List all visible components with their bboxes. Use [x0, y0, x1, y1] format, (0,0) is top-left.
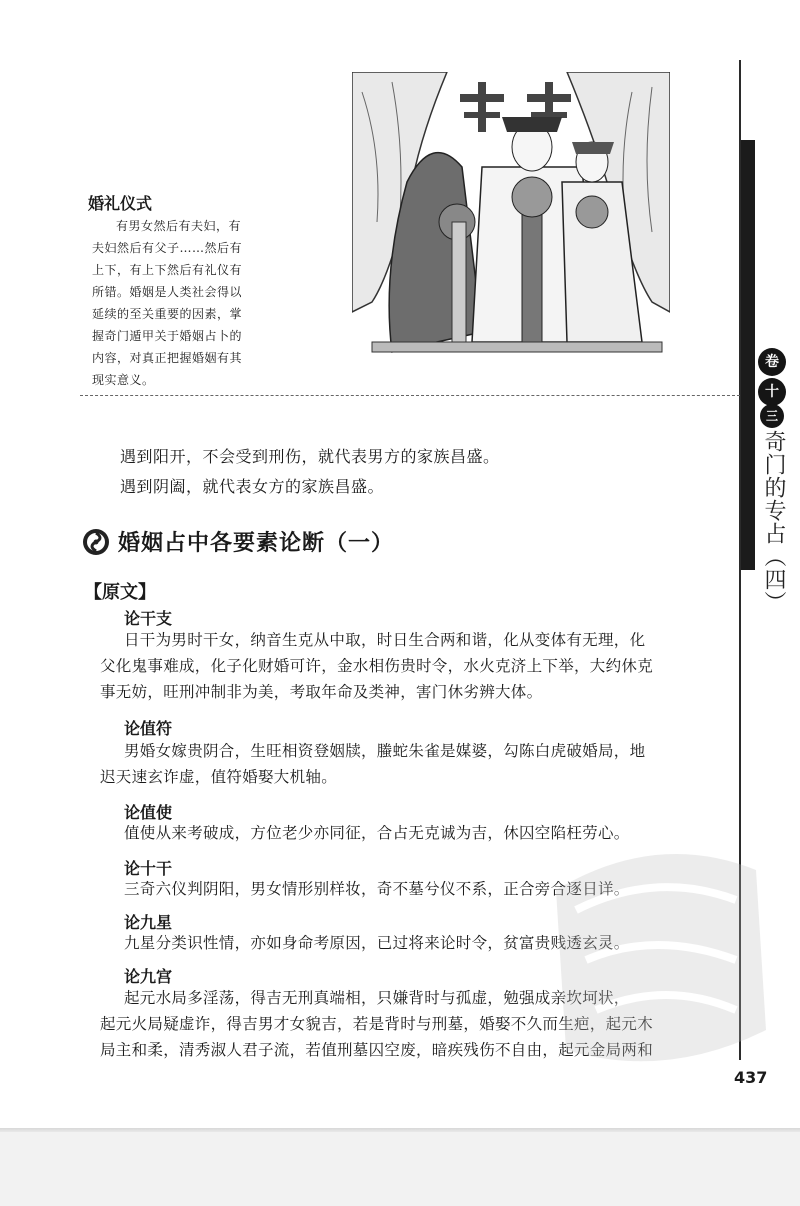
- dotted-divider: [80, 395, 740, 396]
- caption-title: 婚礼仪式: [88, 194, 153, 213]
- text-line: 九星分类识性情，亦如身命考原因，已过将来论时令，贫富贵贱透玄灵。: [124, 934, 630, 952]
- caption-line: 夫妇然后有父子……然后有: [92, 241, 243, 255]
- section-emblem-icon: [82, 528, 110, 556]
- subheading-shigan: 论十干: [124, 859, 173, 878]
- text-line: 起元火局疑虚诈，得吉男才女貌吉，若是背时与刑墓，婚娶不久而生疤，起元木: [100, 1015, 654, 1033]
- text-line: 局主和柔，清秀淑人君子流，若值刑墓囚空废，暗疾残伤不自由，起元金局两和: [100, 1041, 654, 1059]
- section-title: 婚姻占中各要素论断（一）: [118, 531, 395, 556]
- text-line: 日干为男时干女，纳音生克从中取，时日生合两和谐，化从变体有无理，化: [124, 631, 646, 649]
- caption-line: 有男女然后有夫妇，有: [116, 219, 242, 233]
- volume-badge-1: 卷: [758, 348, 786, 376]
- margin-bar: [741, 140, 755, 570]
- seal-watermark: [536, 830, 776, 1080]
- caption-line: 上下，有上下然后有礼仪有: [92, 263, 243, 277]
- page-bottom-edge: [0, 1132, 800, 1206]
- paragraph-ganzhi: [100, 627, 744, 705]
- original-text-label: 【原文】: [84, 582, 156, 603]
- text-line: 迟天速玄诈虚，值符婚娶大机轴。: [100, 768, 338, 786]
- text-line: 男婚女嫁贵阴合，生旺相资登姻牍，螣蛇朱雀是媒婆，勾陈白虎破婚局，地: [124, 742, 646, 760]
- volume-badge-3: 三: [760, 404, 784, 428]
- caption-line: 延续的至关重要的因素，掌: [92, 307, 243, 321]
- subheading-ganzhi: 论干支: [124, 609, 173, 628]
- caption-body: [92, 215, 282, 391]
- subheading-zhishi: 论值使: [124, 803, 173, 822]
- paragraph-zhifu: [100, 738, 744, 790]
- subheading-jiugong: 论九宫: [124, 967, 173, 986]
- chapter-side-title: 奇门的专占（四）: [761, 430, 786, 614]
- volume-badge-2: 十: [758, 378, 786, 406]
- text-line: 值使从来考破成，方位老少亦同征，合占无克诚为吉，休囚空陷枉劳心。: [124, 824, 630, 842]
- wedding-illustration: [352, 72, 670, 370]
- subheading-jiuxing: 论九星: [124, 913, 173, 932]
- page-number: 437: [734, 1068, 768, 1087]
- text-line: 父化鬼事难成，化子化财婚可许，金水相伤贵时令，水火克济上下举，大约休克: [100, 657, 654, 675]
- caption-line: 现实意义。: [92, 373, 155, 387]
- text-line: 三奇六仪判阴阳，男女情形别样妆，奇不墓兮仪不系，正合旁合逐日详。: [124, 880, 630, 898]
- caption-line: 内容，对真正把握婚姻有其: [92, 351, 243, 365]
- caption-line: 握奇门遁甲关于婚姻占卜的: [92, 329, 243, 343]
- intro-line-1: 遇到阳开，不会受到刑伤，就代表男方的家族昌盛。: [120, 447, 500, 466]
- text-line: 起元水局多淫荡，得吉无刑真端相，只嫌背时与孤虚，勉强成亲坎坷状，: [124, 989, 630, 1007]
- text-line: 事无妨，旺刑冲制非为美，考取年命及类神，害门休劣辨大体。: [100, 683, 543, 701]
- intro-line-2: 遇到阴阖，就代表女方的家族昌盛。: [120, 477, 385, 496]
- caption-line: 所错。婚姻是人类社会得以: [92, 285, 243, 299]
- subheading-zhifu: 论值符: [124, 719, 173, 738]
